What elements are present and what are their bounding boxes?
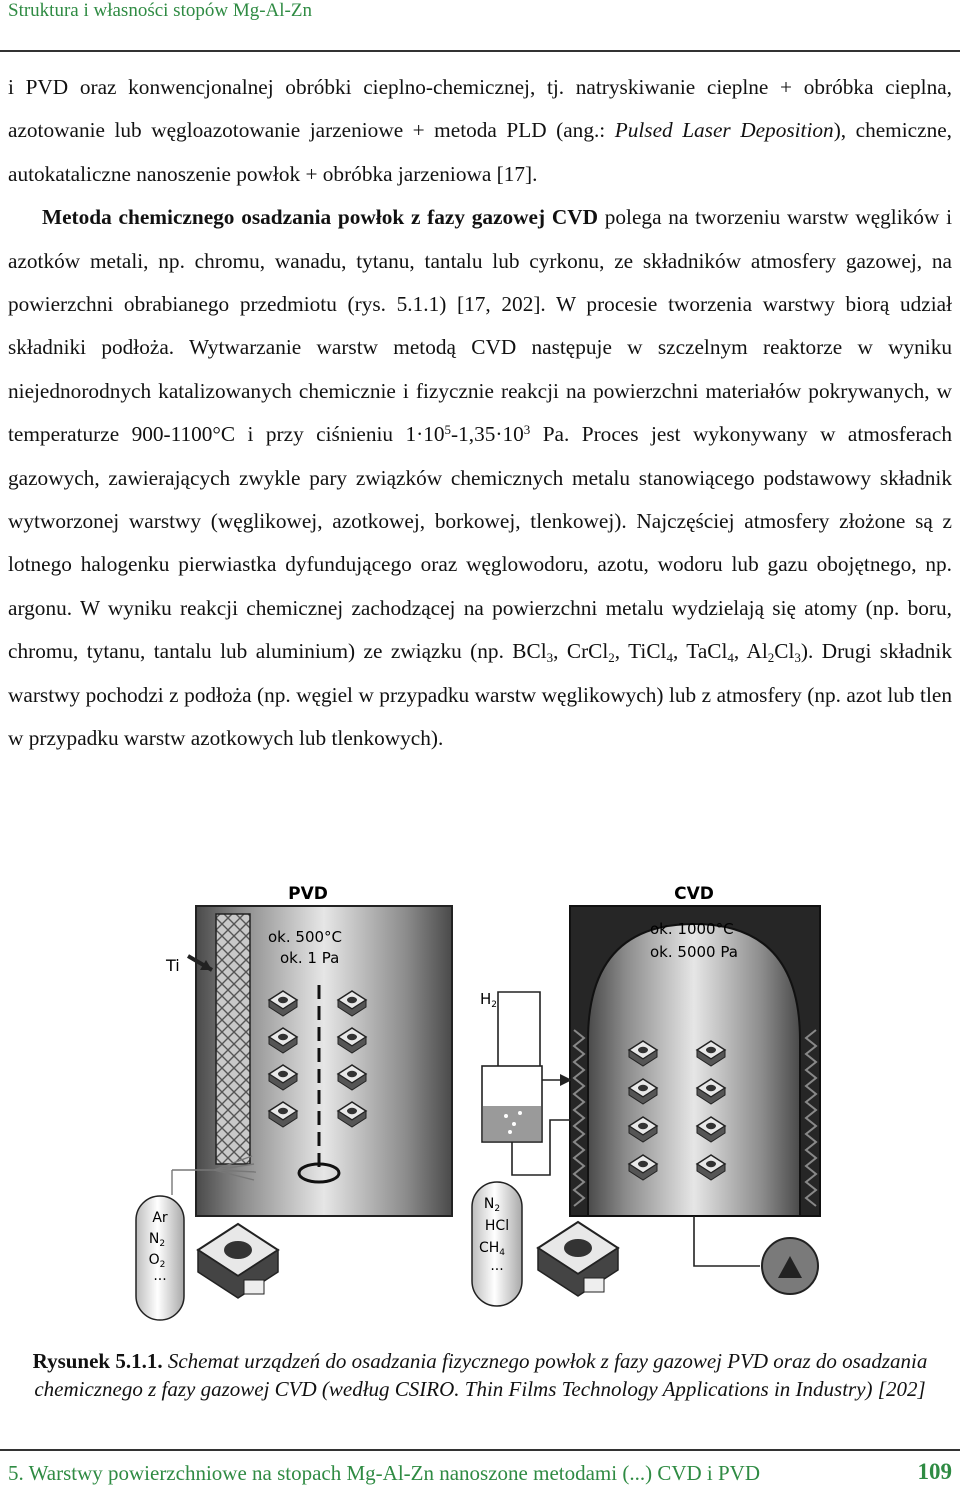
p2-text-3: Pa. Proces jest wykonywany w atmosferach gazowych, zawierających zwykle pary związków chemicznych metalu stanowiącego podstawowy składnik wytworzonej warstwy (węglikowej, azotkowej, borkowej, tlenkowej). Najczęściej atmosfery złożone są z lotnego halogenku pierwiastka dyfundującego oraz węglowodoru, azotu, wodoru lub gazu obojętnego, np. argonu. W wyniku reakcji chemicznej zachodzącej na powierzchni metalu wydzielają się atomy (np. boru, chromu, tytanu, tantalu lub aluminium) ze związku (np. BCl [8,422,952,664]
pvd-gas-more: ... [153,1268,167,1284]
pvd-gas-n: $N_2$ [148,1231,166,1249]
cvd-h2-label: $H_2$ [480,990,498,1010]
cvd-gas-hcl: HCl [484,1218,510,1234]
cvd-coated-part [538,1222,618,1296]
p2-sub-5: 2 [767,650,775,666]
figure-caption [0,1347,960,1403]
p2-text-6: , TaCl [672,639,728,664]
page-number: 109 [917,1459,952,1484]
p2-sub-4: 4 [727,650,734,666]
running-footer: 5. Warstwy powierzchniowe na stopach Mg-Al-Zn nanoszone metodami (...) CVD i PVD [8,1461,761,1485]
p2-text-1: polega na tworzeniu warstw węglików i azotków metali, np. chromu, wanadu, tytanu, tantalu lub cyrkonu, ze składników atmosfery gazowej, na powierzchni obrabianego przedmiotu (rys. 5.1.1) [17, 202]. W procesie tworzenia warstwy biorą udział składniki podłoża. Wytwarzanie warstw metodą CVD następuje w szczelnym reaktorze w wyniku niejednorodnych katalizowanych chemicznie i fizycznie reakcji na powierzchni materiałów pokrywanych, w temperaturze 900-1100°C i przy ciśnieniu 1·10 [8,205,952,447]
pvd-pressure: ok. 1 Pa [280,949,340,967]
cvd-exhaust-line [694,1216,760,1266]
p2-sub-2: 2 [608,650,615,666]
p1-italic-term: Pulsed Laser Deposition [614,118,834,143]
cvd-pressure: ok. 5000 Pa [650,943,738,961]
pvd-gas-o: $O_2$ [148,1252,166,1270]
p2-exp-2: 3 [523,422,531,438]
cvd-title: CVD [674,884,714,904]
cvd-diagram [472,884,820,1306]
p2-text-2: -1,35·10 [451,422,524,447]
pvd-diagram [136,884,452,1320]
p2-exp-1: 5 [444,422,452,438]
caption-label: Rysunek 5.1.1. [32,1349,163,1373]
cvd-gas-more: ... [490,1258,504,1274]
footer-rule [0,1449,960,1451]
pvd-gas-ar: Ar [152,1210,168,1226]
caption-text: Schemat urządzeń do osadzania fizycznego powłok z fazy gazowej PVD oraz do osadzania chemicznego z fazy gazowej CVD (według CSIRO. Thin Films Technology Applications in Industry) [202] [34,1349,928,1401]
paragraph-2 [8,196,952,760]
pvd-cvd-figure [0,870,960,1340]
pvd-title: PVD [288,884,328,904]
paragraph-1 [8,66,952,196]
pvd-coated-part [198,1224,278,1298]
cvd-gas-ch: $CH_4$ [478,1240,506,1258]
pvd-target [216,914,250,1164]
pvd-target-label: Ti [166,956,180,975]
p2-sub-3: 4 [666,650,673,666]
bubbler-liquid [483,1106,541,1141]
p2-bold-lead: Metoda chemicznego osadzania powłok z fazy gazowej CVD [42,205,598,230]
p1-text-a: i PVD oraz konwencjonalnej obróbki cieplno-chemicznej, tj. natryskiwanie cieplne + obróbka cieplna, azotowanie lub węgloazotowanie jarzeniowe + metoda PLD (ang.: [8,75,952,143]
pvd-temp: ok. 500°C [268,928,343,946]
p1-text-c: ), chemiczne, autokataliczne nanoszenie powłok + obróbka jarzeniowa [17]. [8,118,952,186]
p2-text-7: , Al [733,639,768,664]
body-text [8,66,952,761]
p2-text-4: , CrCl [553,639,609,664]
header-rule [0,50,960,52]
cvd-temp: ok. 1000°C [650,920,734,938]
p2-sub-6: 3 [794,650,801,666]
p2-text-9: ). Drugi składnik warstwy pochodzi z podłoża (np. węgiel w przypadku warstw węglikowych) lub z atmosfery (np. azot lub tlen w przypadku warstw azotkowych lub tlenkowych). [8,639,952,751]
p2-sub-1: 3 [546,650,554,666]
running-header: Struktura i własności stopów Mg-Al-Zn [8,0,312,21]
p2-text-8: Cl [774,639,795,664]
cvd-inner-dome [588,924,800,1216]
cvd-gas-n: $N_2$ [483,1196,501,1214]
p2-text-5: , TiCl [614,639,667,664]
